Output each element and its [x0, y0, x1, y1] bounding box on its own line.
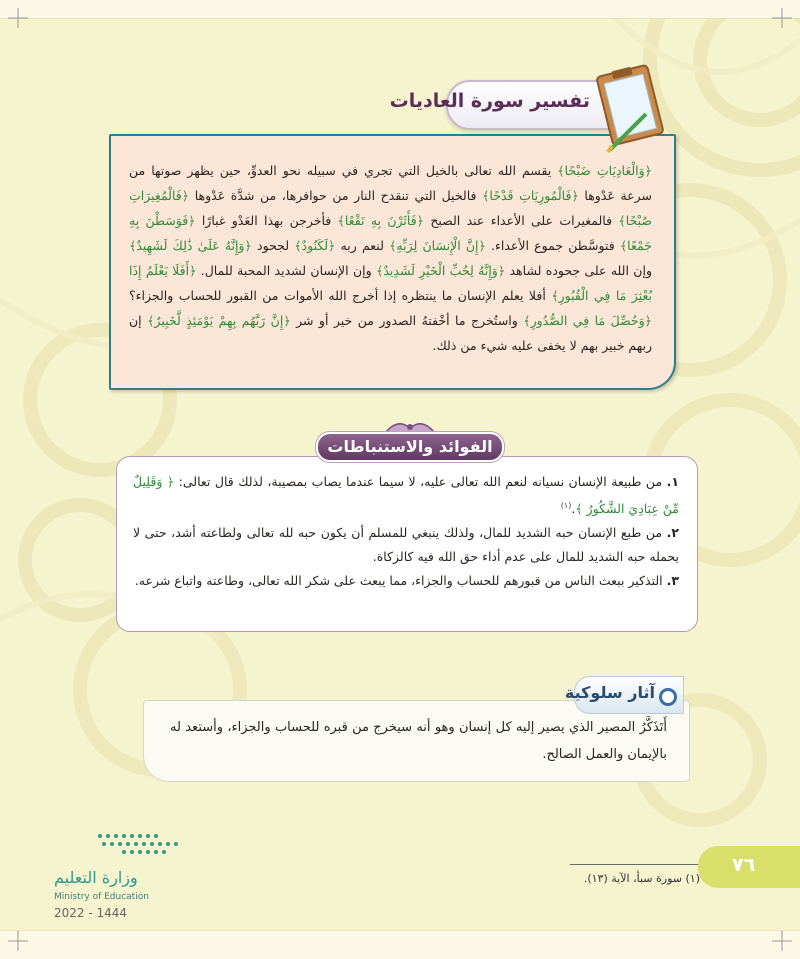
benefits-box	[116, 456, 698, 632]
tafseer-text	[129, 158, 652, 358]
quran-verse: ﴿لَكَنُودٌ﴾	[294, 238, 336, 253]
benefit-text: من طبع الإنسان حبه الشديد للمال، ولذلك ينبغي للمسلم أن يكون حبه لله تعالى ولطاعته أشد، حتى لا يحمله حبه الشديد للمال على عدم أداء حق الله فيه كالزكاة.	[133, 525, 679, 565]
ministry-name-en: Ministry of Education	[54, 892, 149, 902]
effects-header	[564, 676, 684, 714]
quran-verse: ﴿إِنَّ رَبَّهُم بِهِمْ يَوْمَئِذٍ لَّخَبِيرٌ﴾	[147, 313, 291, 328]
section-title: تفسير سورة العاديات	[389, 90, 590, 112]
tafseer-box	[109, 134, 676, 390]
tafseer-segment: لجحود	[251, 238, 295, 253]
page-number: ٧٦	[732, 854, 756, 876]
quran-verse: ﴿فَالْمُورِيَاتِ قَدْحًا﴾	[482, 188, 579, 203]
benefit-text: التذكير ببعث الناس من قبورهم للحساب والجزاء، مما يبعث على شكر الله تعالى، وطاعته واتباع شرعه.	[134, 573, 667, 589]
tafseer-segment: وإن الله على جحوده لشاهد	[505, 263, 652, 278]
tafseer-segment: فأخرجن بهذا العَدْو غبارًا	[195, 213, 338, 228]
bottom-rule	[0, 930, 800, 959]
top-rule	[0, 0, 800, 19]
tafseer-segment: فالمغيرات على الأعداء عند الصبح	[424, 213, 619, 228]
quran-verse: ﴿أَفَلَا يَعْلَمُ إِذَا بُعْثِرَ مَا فِي الْقُبُورِ﴾	[129, 263, 652, 303]
tafseer-segment: فالخيل التي تنقدح النار من حوافرها، من شدَّة عَدْوها	[189, 188, 483, 203]
ministry-year: 2022 - 1444	[54, 906, 128, 920]
benefits-title: الفوائد والاستنباطات	[327, 437, 493, 456]
benefit-verse: ﴿ وَقَلِيلٌ مِّنْ عِبَادِيَ الشَّكُورُ ﴾	[133, 474, 679, 517]
ministry-name-ar: وزارة التعليم	[54, 868, 138, 887]
ministry-logo-icon	[94, 830, 182, 860]
quran-verse: ﴿وَالْعَادِيَاتِ ضَبْحًا﴾	[557, 163, 652, 178]
benefit-number: ٢.	[666, 525, 679, 541]
benefits-list	[133, 470, 679, 593]
clipboard-icon	[596, 62, 666, 158]
tafseer-segment: يقسم الله تعالى بالخيل التي تجري في سبيله نحو العدوِّ، حين يظهر صوتها من سرعة عَدْوها	[129, 163, 653, 203]
page-number-tab	[698, 846, 800, 888]
registration-mark-icon	[8, 931, 28, 951]
quran-verse: ﴿وَحُصِّلَ مَا فِي الصُّدُورِ﴾	[523, 313, 652, 328]
tafseer-segment: أفلا يعلم الإنسان ما ينتظره إذا أخرج الله الأموات من القبور للحساب والجزاء؟	[129, 288, 552, 303]
effects-body: أَتَذَكَّرُ المصير الذي يصير إليه كل إنسان وهو أنه سيخرج من قبره للحساب والجزاء، وأستعد له بالإيمان والعمل الصالح.	[170, 720, 667, 762]
registration-mark-icon	[772, 8, 792, 28]
benefits-header	[312, 420, 508, 460]
tafseer-segment: وإن الإنسان لشديد المحبة للمال.	[196, 263, 377, 278]
benefit-text-end: .	[571, 501, 576, 517]
benefit-item	[133, 470, 679, 521]
benefit-number: ١.	[666, 474, 680, 489]
tafseer-segment: إن ربهم خبير بهم لا يخفى عليه شيء من ذلك.	[129, 313, 652, 353]
bullet-icon	[659, 688, 677, 706]
quran-verse: ﴿وَإِنَّهُ لِحُبِّ الْخَيْرِ لَشَدِيدٌ﴾	[376, 263, 506, 278]
tafseer-segment: واستُخرج ما أخْفتهُ الصدور من خير أو شر	[290, 313, 524, 328]
tafseer-segment: فتوسَّطن جموع الأعداء.	[485, 238, 620, 253]
registration-mark-icon	[8, 8, 28, 28]
quran-verse: ﴿فَوَسَطْنَ بِهِ جَمْعًا﴾	[129, 213, 652, 253]
registration-mark-icon	[772, 931, 792, 951]
quran-verse: ﴿إِنَّ الْإِنسَانَ لِرَبِّهِ﴾	[389, 238, 486, 253]
effects-title: آثار سلوكية	[564, 683, 655, 702]
ministry-logo-block	[54, 830, 184, 930]
benefit-item	[133, 569, 679, 593]
footnote-divider	[570, 864, 704, 865]
tafseer-segment: لنعم ربه	[335, 238, 390, 253]
quran-verse: ﴿فَالْمُغِيرَاتِ صُبْحًا﴾	[129, 188, 652, 228]
benefits-pill	[316, 432, 504, 462]
benefit-number: ٣.	[666, 573, 679, 589]
quran-verse: ﴿فَأَثَرْنَ بِهِ نَقْعًا﴾	[337, 213, 424, 228]
benefit-item	[133, 521, 679, 569]
quran-verse: ﴿وَإِنَّهُ عَلَىٰ ذَٰلِكَ لَشَهِيدٌ﴾	[129, 238, 252, 253]
footnote: (١) سورة سبأ، الآية (١٣).	[583, 872, 700, 885]
footnote-ref: (١)	[560, 501, 572, 510]
benefit-text: من طبيعة الإنسان نسيانه لنعم الله تعالى عليه، لا سيما عندما يصاب بمصيبة، لذلك قال تعالى:	[174, 474, 667, 489]
